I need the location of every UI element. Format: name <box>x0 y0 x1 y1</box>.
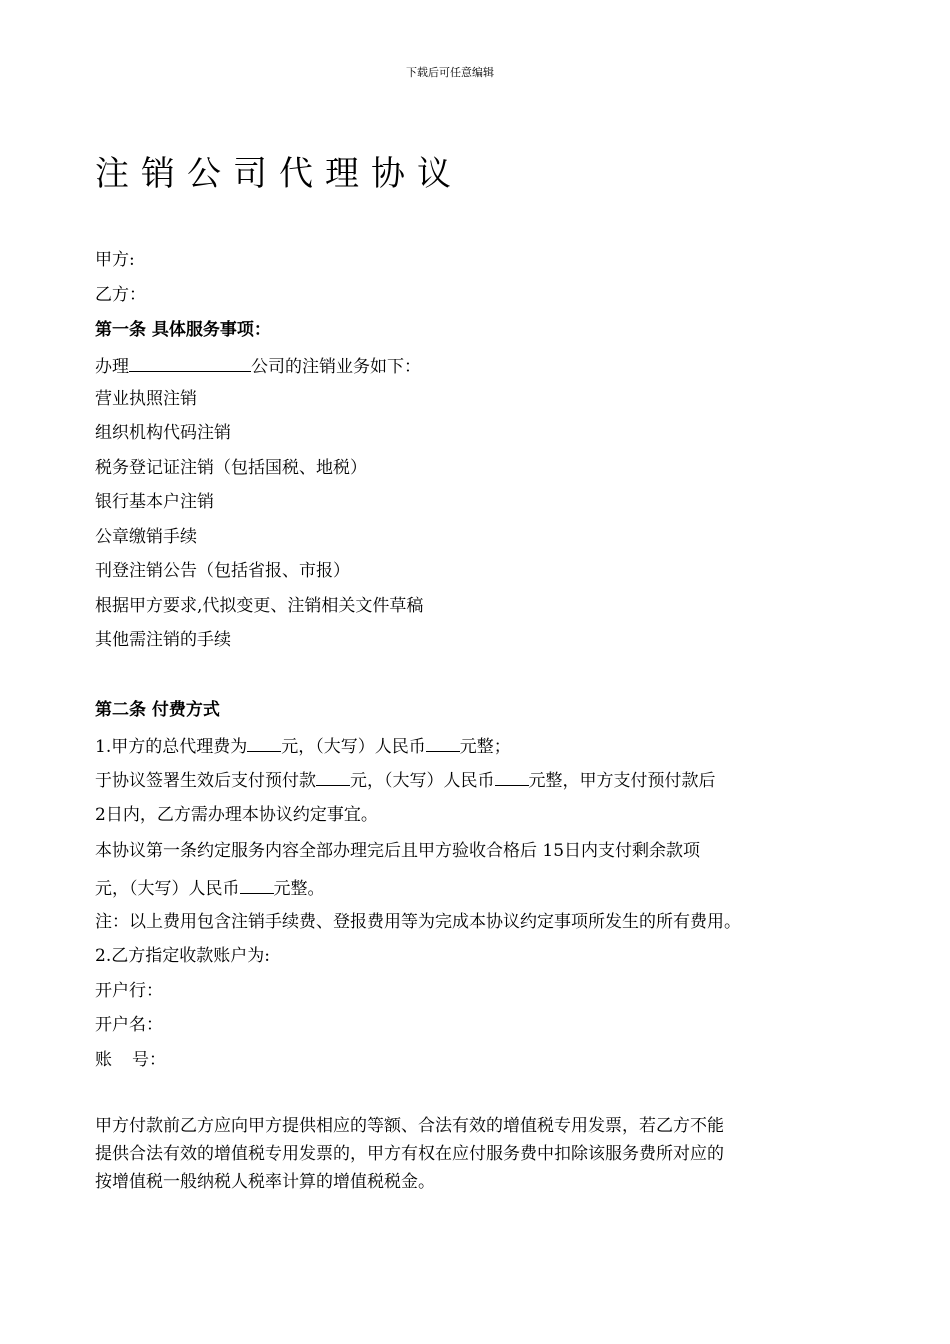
invoice-clause-line: 甲方付款前乙方应向甲方提供相应的等额、合法有效的增值税专用发票，若乙方不能 <box>95 1116 724 1136</box>
company-name-blank <box>129 353 251 372</box>
text: 元，（大写）人民币 <box>95 879 240 899</box>
service-item: 组织机构代码注销 <box>95 423 231 443</box>
account-name-label: 开户名： <box>95 1015 163 1035</box>
amount-blank <box>247 733 281 752</box>
article1-intro <box>95 353 421 379</box>
service-item: 根据甲方要求,代拟变更、注销相关文件草稿 <box>95 596 424 616</box>
service-item: 银行基本户注销 <box>95 492 214 512</box>
service-item: 税务登记证注销（包括国税、地税） <box>95 458 367 478</box>
balance-line: 本协议第一条约定服务内容全部办理完后且甲方验收合格后 15日内支付剩余款项 <box>95 841 701 861</box>
text: 元整，甲方支付预付款后 <box>528 771 716 791</box>
account-intro: 2.乙方指定收款账户为: <box>95 946 270 966</box>
text: 账 <box>95 1050 132 1070</box>
intro-text-before: 办理 <box>95 357 129 377</box>
amount-uppercase-blank <box>495 767 529 786</box>
article2-heading: 第二条 付费方式 <box>95 700 220 720</box>
amount-uppercase-blank <box>240 875 274 894</box>
fee-note: 注：以上费用包含注销手续费、登报费用等为完成本协议约定事项所发生的所有费用。 <box>95 912 741 932</box>
balance-line-cont <box>95 875 325 901</box>
prepayment-line <box>95 767 716 793</box>
total-fee-line <box>95 733 511 759</box>
party-b-label: 乙方： <box>95 285 146 305</box>
text: 于协议签署生效后支付预付款 <box>95 771 316 791</box>
service-item: 营业执照注销 <box>95 389 197 409</box>
header-note: 下载后可任意编辑 <box>406 66 494 79</box>
prepayment-line-cont: 2日内，乙方需办理本协议约定事宜。 <box>95 805 378 825</box>
text: 元整； <box>459 737 511 757</box>
invoice-clause-line: 提供合法有效的增值税专用发票的，甲方有权在应付服务费中扣除该服务费所对应的 <box>95 1144 724 1164</box>
intro-text-after: 公司的注销业务如下： <box>251 357 421 377</box>
text: 1.甲方的总代理费为 <box>95 737 248 757</box>
amount-blank <box>316 767 350 786</box>
text: 元，（大写）人民币 <box>281 737 426 757</box>
account-number-label <box>95 1048 166 1072</box>
party-a-label: 甲方: <box>95 250 135 270</box>
text: 元整。 <box>273 879 325 899</box>
text: 号： <box>132 1050 166 1070</box>
amount-uppercase-blank <box>426 733 460 752</box>
service-item: 其他需注销的手续 <box>95 630 231 650</box>
text: 元，（大写）人民币 <box>350 771 495 791</box>
invoice-clause-line: 按增值税一般纳税人税率计算的增值税税金。 <box>95 1172 435 1192</box>
article1-heading: 第一条 具体服务事项： <box>95 320 271 340</box>
service-item: 公章缴销手续 <box>95 527 197 547</box>
bank-label: 开户行： <box>95 981 163 1001</box>
service-item: 刊登注销公告（包括省报、市报） <box>95 561 350 581</box>
document-title: 注销公司代理协议 <box>95 154 463 194</box>
